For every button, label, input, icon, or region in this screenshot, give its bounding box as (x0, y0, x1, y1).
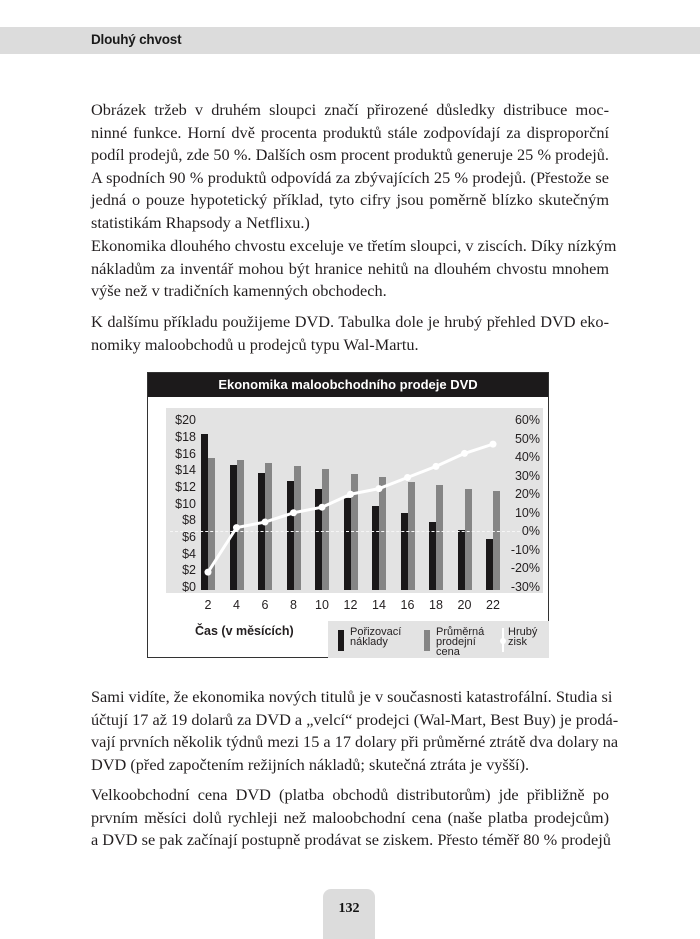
profit-point (347, 491, 354, 498)
profit-point (490, 441, 497, 448)
running-title: Dlouhý chvost (91, 32, 182, 47)
text-line: nákladům za inventář mohou být hranice nehitů na dlouhém chvostu mnohem (91, 258, 609, 278)
y-right-tick: -10% (510, 543, 540, 557)
text-line: K dalšímu příkladu použijeme DVD. Tabulka dole je hrubý přehled DVD eko- (91, 312, 609, 331)
profit-point (376, 485, 383, 492)
text-line: účtují 17 až 19 dolarů za DVD a „velcí“ prodejci (Wal-Mart, Best Buy) je prodá- (91, 709, 619, 729)
text-line: Velkoobchodní cena DVD (platba obchodů distributorům) jde přibližně po (91, 785, 609, 804)
text-line: nomiky maloobchodů u prodejců typu Wal-Martu. (91, 334, 419, 354)
y-right-tick: -30% (510, 580, 540, 594)
legend-line: Pořizovací (350, 626, 402, 638)
legend-line: zisk (508, 636, 527, 648)
profit-point (262, 519, 269, 526)
x-tick-label: 6 (261, 598, 269, 612)
y-left-tick: $18 (175, 430, 196, 444)
text-line: A spodních 90 % produktů odpovídá za zbývajících 25 % prodejů. (Přestože se (91, 167, 609, 187)
text-line: Obrázek tržeb v druhém sloupci značí přirozené důsledky distribuce moc- (91, 100, 609, 119)
y-left-tick: $14 (175, 463, 196, 477)
text-line: výše než v tradičních kamenných obchodech. (91, 281, 387, 301)
profit-point (319, 504, 326, 511)
profit-point (233, 524, 240, 531)
x-tick-label: 16 (400, 598, 415, 612)
x-tick-label: 4 (233, 598, 240, 612)
legend-label-cost (350, 627, 401, 647)
x-tick-label: 12 (343, 598, 358, 612)
y-right-tick: 20% (514, 487, 540, 501)
x-tick-label: 8 (290, 598, 297, 612)
y-left-tick: $0 (182, 580, 196, 594)
y-right-tick: 30% (514, 469, 540, 483)
profit-point (433, 463, 440, 470)
y-right-tick: -20% (510, 561, 540, 575)
y-left-tick: $6 (182, 530, 196, 544)
legend-line: cena (436, 646, 460, 658)
legend-label-profit (508, 627, 537, 647)
y-left-tick: $8 (182, 513, 196, 527)
page-number-tab (323, 889, 375, 939)
text-line: vají prvních několik týdnů mezi 15 a 17 dolary při průměrné ztrátě dva dolary na (91, 732, 619, 752)
text-line: Ekonomika dlouhého chvostu exceluje ve třetím sloupci, v ziscích. Díky nízkým (91, 236, 617, 255)
x-tick-label: 10 (315, 598, 329, 612)
x-axis-title: Čas (v měsících) (195, 624, 294, 638)
x-tick-label: 22 (486, 598, 500, 612)
y-left-tick: $4 (182, 547, 196, 561)
profit-point (461, 450, 468, 457)
text-line: a DVD se pak začínají postupně prodávat se ziskem. Přesto téměř 80 % prodejů (91, 830, 611, 850)
text-line: ninné funkce. Horní dvě procenta produktů stále zodpovídají za disproporční (91, 122, 609, 142)
text-line: Sami vidíte, že ekonomika nových titulů je v současnosti katastrofální. Studia si (91, 687, 613, 706)
text-line: prvním měsíci dolů rychleji než maloobchodní cena (naše platba prodejcům) (91, 807, 609, 827)
y-left-tick: $12 (175, 480, 196, 494)
legend-line: Hrubý (508, 626, 538, 638)
text-line: podíl prodejů, zde 50 %. Dalších osm procent produktů generuje 25 % prodejů. (91, 145, 609, 165)
profit-point (290, 509, 297, 516)
page-number: 132 (338, 901, 360, 916)
text-line: jedná o pouze hypotetický příklad, tyto cifry jsou poměrně blízko skutečným (91, 190, 609, 210)
y-right-tick: 10% (514, 506, 540, 520)
legend-swatch-cost (338, 630, 344, 651)
legend-swatch-price (424, 630, 430, 651)
text-line: DVD (před započtením režijních nákladů; skutečná ztráta je vyšší). (91, 754, 530, 774)
y-right-tick: 0% (521, 524, 540, 538)
text-line: statistikám Rhapsody a Netflixu.) (91, 212, 310, 232)
legend-line: Průměrná (436, 626, 485, 638)
y-left-tick: $16 (175, 447, 196, 461)
x-tick-label: 18 (429, 598, 443, 612)
x-tick-label: 14 (372, 598, 386, 612)
legend-swatch-profit (498, 627, 508, 653)
y-right-tick: 40% (514, 450, 540, 464)
profit-point (205, 569, 212, 576)
profit-point (404, 474, 411, 481)
legend-line: náklady (350, 636, 388, 648)
y-right-tick: 50% (514, 432, 540, 446)
x-tick-label: 20 (457, 598, 472, 612)
y-right-tick: 60% (514, 413, 540, 427)
paragraph-4 (91, 686, 619, 776)
x-tick-label: 2 (204, 598, 212, 612)
y-left-tick: $10 (175, 497, 196, 511)
y-left-tick: $20 (175, 413, 196, 427)
chart-title: Ekonomika maloobchodního prodeje DVD (148, 373, 548, 397)
y-left-tick: $2 (182, 563, 196, 577)
legend-line: prodejní (436, 636, 476, 648)
legend-label-price (436, 627, 484, 657)
paragraph-5 (91, 784, 609, 852)
